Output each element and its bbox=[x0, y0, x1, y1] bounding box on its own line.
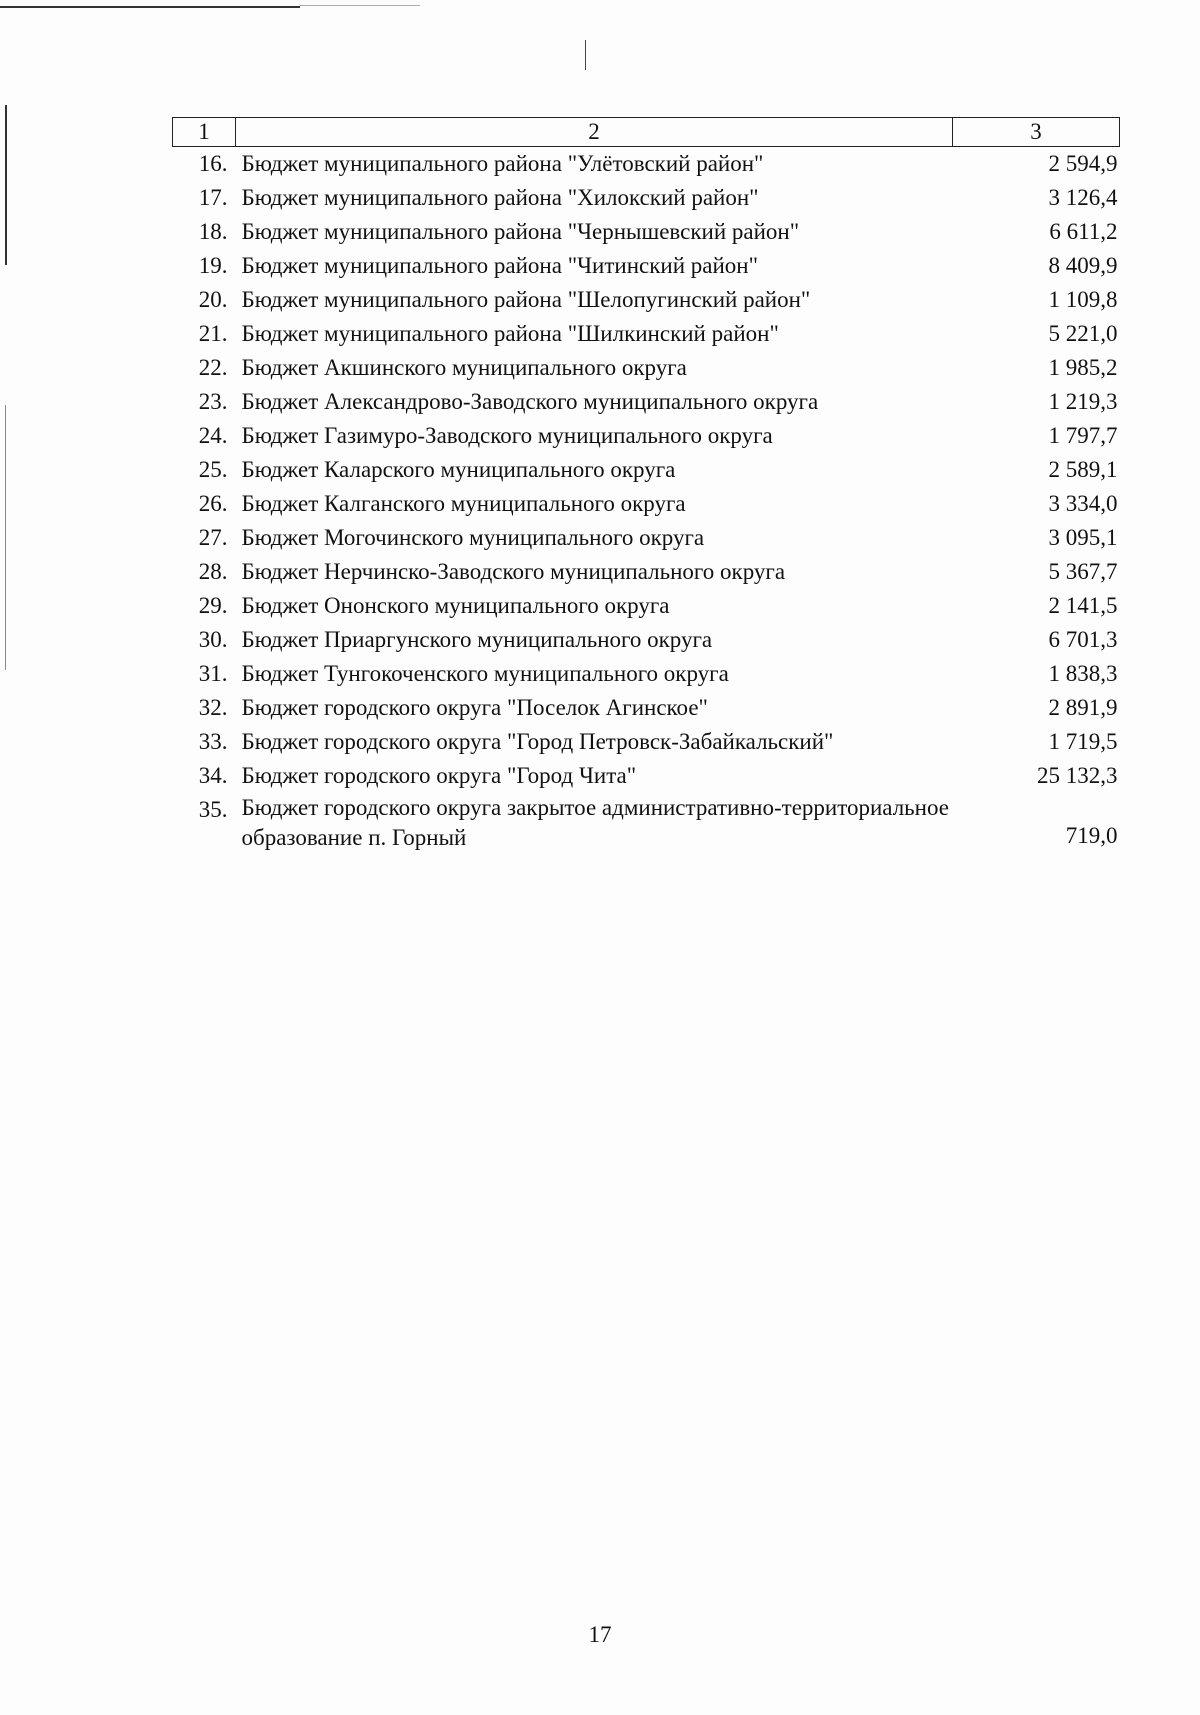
budget-name: Бюджет Газимуро-Заводского муниципального округа bbox=[241, 423, 773, 448]
row-number: 26. bbox=[198, 491, 228, 516]
budget-name: Бюджет Калганского муниципального округа bbox=[241, 491, 686, 516]
row-number: 20. bbox=[198, 287, 228, 312]
row-number: 28. bbox=[198, 559, 228, 584]
table-row bbox=[173, 793, 1120, 853]
budget-name: Бюджет муниципального района "Чернышевский район" bbox=[241, 219, 800, 244]
budget-name: Бюджет городского округа "Город Чита" bbox=[241, 763, 637, 788]
budget-name: Бюджет Александрово-Заводского муниципального округа bbox=[241, 389, 819, 414]
table-row bbox=[173, 147, 1120, 182]
row-number: 27. bbox=[198, 525, 228, 550]
table-row bbox=[173, 181, 1120, 215]
scan-artifact-mark bbox=[5, 405, 6, 670]
table-row bbox=[173, 385, 1120, 419]
row-number: 29. bbox=[198, 593, 228, 618]
budget-name: Бюджет муниципального района "Улётовский район" bbox=[241, 151, 764, 176]
table-row bbox=[173, 555, 1120, 589]
budget-name: Бюджет Тунгокоченского муниципального округа bbox=[241, 661, 729, 686]
budget-amount: 5 221,0 bbox=[1048, 321, 1118, 346]
budget-amount: 1 719,5 bbox=[1048, 729, 1118, 754]
table-row bbox=[173, 215, 1120, 249]
scan-artifact-tick bbox=[585, 40, 586, 70]
budget-amount: 1 797,7 bbox=[1048, 423, 1118, 448]
row-number: 16. bbox=[198, 151, 228, 176]
row-number: 17. bbox=[198, 185, 228, 210]
row-number: 22. bbox=[198, 355, 228, 380]
budget-amount: 1 985,2 bbox=[1048, 355, 1118, 380]
table-row bbox=[173, 725, 1120, 759]
scan-artifact-mark bbox=[5, 105, 7, 265]
row-number: 25. bbox=[198, 457, 228, 482]
scan-artifact-line bbox=[0, 6, 300, 8]
row-number: 24. bbox=[198, 423, 228, 448]
table-header bbox=[173, 118, 1120, 147]
budget-amount: 3 334,0 bbox=[1048, 491, 1118, 516]
budget-amount: 1 219,3 bbox=[1048, 389, 1118, 414]
budget-name: Бюджет городского округа закрытое административно-территориальное образование п. Горный bbox=[241, 795, 949, 850]
table-row bbox=[173, 657, 1120, 691]
row-number: 19. bbox=[198, 253, 228, 278]
table-row bbox=[173, 351, 1120, 385]
budget-amount: 8 409,9 bbox=[1048, 253, 1118, 278]
row-number: 33. bbox=[198, 729, 228, 754]
table-row bbox=[173, 453, 1120, 487]
budget-amount: 719,0 bbox=[1065, 823, 1118, 848]
table-row bbox=[173, 419, 1120, 453]
budget-amount: 3 126,4 bbox=[1048, 185, 1118, 210]
row-number: 34. bbox=[198, 763, 228, 788]
row-number: 30. bbox=[198, 627, 228, 652]
page-number: 17 bbox=[588, 1622, 612, 1647]
scan-artifact-line bbox=[300, 5, 420, 6]
budget-name: Бюджет Могочинского муниципального округа bbox=[241, 525, 705, 550]
budget-amount: 1 838,3 bbox=[1048, 661, 1118, 686]
header-col-1: 1 bbox=[173, 118, 236, 147]
table-row bbox=[173, 249, 1120, 283]
budget-amount: 25 132,3 bbox=[1037, 763, 1118, 788]
header-row bbox=[173, 118, 1120, 147]
budget-name: Бюджет городского округа "Поселок Агинское" bbox=[241, 695, 708, 720]
budget-table bbox=[172, 117, 1120, 853]
budget-name: Бюджет Ононского муниципального округа bbox=[241, 593, 670, 618]
table-row bbox=[173, 521, 1120, 555]
table-row bbox=[173, 759, 1120, 793]
header-col-2: 2 bbox=[236, 118, 953, 147]
budget-name: Бюджет Нерчинско-Заводского муниципального округа bbox=[241, 559, 786, 584]
row-number: 31. bbox=[198, 661, 228, 686]
table-row bbox=[173, 589, 1120, 623]
budget-name: Бюджет муниципального района "Шилкинский район" bbox=[241, 321, 779, 346]
budget-amount: 6 701,3 bbox=[1048, 627, 1118, 652]
row-number: 21. bbox=[198, 321, 228, 346]
budget-name: Бюджет Приаргунского муниципального округа bbox=[241, 627, 713, 652]
header-col-3: 3 bbox=[953, 118, 1120, 147]
row-number: 18. bbox=[198, 219, 228, 244]
table-row bbox=[173, 623, 1120, 657]
table-body bbox=[173, 147, 1120, 854]
budget-name: Бюджет муниципального района "Шелопугинский район" bbox=[241, 287, 811, 312]
budget-amount: 2 891,9 bbox=[1048, 695, 1118, 720]
budget-amount: 3 095,1 bbox=[1048, 525, 1118, 550]
row-number: 32. bbox=[198, 695, 228, 720]
budget-amount: 2 141,5 bbox=[1048, 593, 1118, 618]
table-row bbox=[173, 317, 1120, 351]
budget-name: Бюджет муниципального района "Читинский район" bbox=[241, 253, 758, 278]
budget-amount: 5 367,7 bbox=[1048, 559, 1118, 584]
budget-name: Бюджет городского округа "Город Петровск-Забайкальский" bbox=[241, 729, 834, 754]
budget-amount: 1 109,8 bbox=[1048, 287, 1118, 312]
row-number: 35. bbox=[198, 797, 228, 822]
budget-name: Бюджет Акшинского муниципального округа bbox=[241, 355, 687, 380]
budget-amount: 6 611,2 bbox=[1049, 219, 1118, 244]
table-row bbox=[173, 691, 1120, 725]
table-row bbox=[173, 487, 1120, 521]
budget-name: Бюджет муниципального района "Хилокский район" bbox=[241, 185, 759, 210]
table-row bbox=[173, 283, 1120, 317]
budget-amount: 2 589,1 bbox=[1048, 457, 1118, 482]
budget-amount: 2 594,9 bbox=[1048, 151, 1118, 176]
budget-name: Бюджет Каларского муниципального округа bbox=[241, 457, 676, 482]
row-number: 23. bbox=[198, 389, 228, 414]
